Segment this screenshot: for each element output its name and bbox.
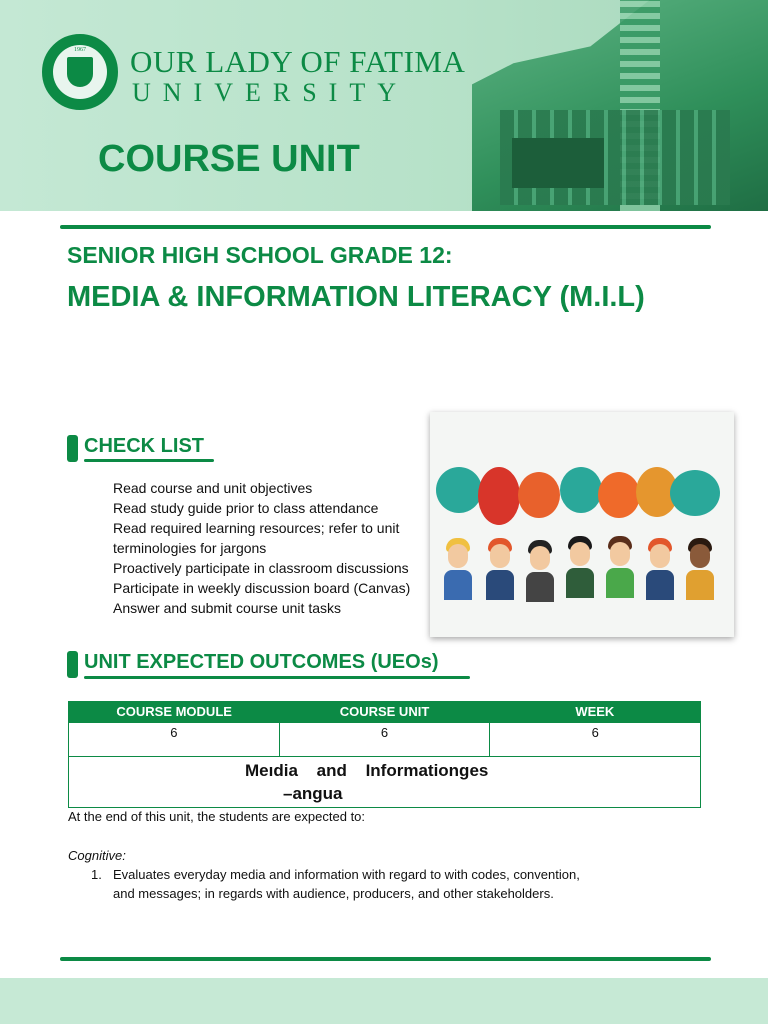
- table-title-row: [69, 756, 700, 807]
- outcomes-intro: At the end of this unit, the students are expected to:: [68, 809, 366, 824]
- outcome-category: Cognitive:: [68, 848, 126, 863]
- checklist-item: Participate in weekly discussion board (Canvas): [113, 580, 411, 596]
- table-row: [69, 722, 700, 756]
- speech-bubble: [478, 467, 520, 525]
- heading-underline: [84, 459, 214, 462]
- outcome-text-line2: and messages; in regards with audience, producers, and other stakeholders.: [113, 886, 554, 901]
- person-figure: [686, 538, 714, 600]
- checklist-heading: [67, 435, 227, 469]
- checklist-item: Proactively participate in classroom discussions: [113, 560, 409, 576]
- column-header: COURSE MODULE: [116, 704, 232, 719]
- checklist: [113, 478, 433, 618]
- section-marker: [67, 651, 78, 678]
- column-header: WEEK: [575, 704, 615, 719]
- header-banner: [0, 0, 768, 211]
- outcomes-heading: [67, 651, 487, 685]
- person-figure: [486, 538, 514, 600]
- outcomes-heading-text: UNIT EXPECTED OUTCOMES (UEOs): [84, 651, 439, 673]
- speech-bubble: [598, 472, 640, 518]
- course-subtitle: MEDIA & INFORMATION LITERACY (M.I.L): [67, 281, 645, 313]
- top-divider: [60, 225, 711, 229]
- person-figure: [526, 540, 554, 602]
- table-cell: 6: [489, 723, 700, 756]
- checklist-item: Answer and submit course unit tasks: [113, 600, 341, 616]
- person-figure: [444, 538, 472, 600]
- course-unit-table: [68, 701, 701, 808]
- checklist-item: Read study guide prior to class attendance: [113, 500, 379, 516]
- table-header-row: [69, 702, 700, 722]
- university-name-line2: UNIVERSITY: [132, 78, 408, 107]
- person-figure: [606, 536, 634, 598]
- column-header: COURSE UNIT: [339, 704, 430, 719]
- outcome-number: 1.: [91, 867, 102, 882]
- grade-subtitle: SENIOR HIGH SCHOOL GRADE 12:: [67, 242, 453, 268]
- seal-year: 1967: [74, 47, 86, 53]
- person-figure: [646, 538, 674, 600]
- speech-bubble: [518, 472, 560, 518]
- checklist-item: terminologies for jargons: [113, 540, 267, 556]
- heading-underline: [84, 676, 470, 679]
- checklist-heading-text: CHECK LIST: [84, 435, 204, 457]
- checklist-item: Read course and unit objectives: [113, 480, 313, 496]
- section-marker: [67, 435, 78, 462]
- speech-bubbles-illustration: [430, 412, 734, 637]
- footer-band: [0, 978, 768, 1024]
- checklist-item: Read required learning resources; refer to unit: [113, 520, 400, 536]
- table-cell: 6: [279, 723, 490, 756]
- person-figure: [566, 536, 594, 598]
- unit-title-line2: –angua: [283, 784, 343, 803]
- speech-bubble: [436, 467, 482, 513]
- speech-bubble: [670, 470, 720, 516]
- university-name-line1: OUR LADY OF FATIMA: [130, 44, 466, 79]
- university-seal-logo: [42, 34, 118, 110]
- unit-title-line1: Meıdia and Informationges: [245, 761, 489, 780]
- building-sign: [512, 138, 604, 188]
- table-cell: 6: [170, 725, 178, 740]
- speech-bubble: [560, 467, 602, 513]
- outcome-text-line1: Evaluates everyday media and information with regard to with codes, convention,: [113, 867, 580, 882]
- bottom-divider: [60, 957, 711, 961]
- page-title: COURSE UNIT: [98, 138, 360, 180]
